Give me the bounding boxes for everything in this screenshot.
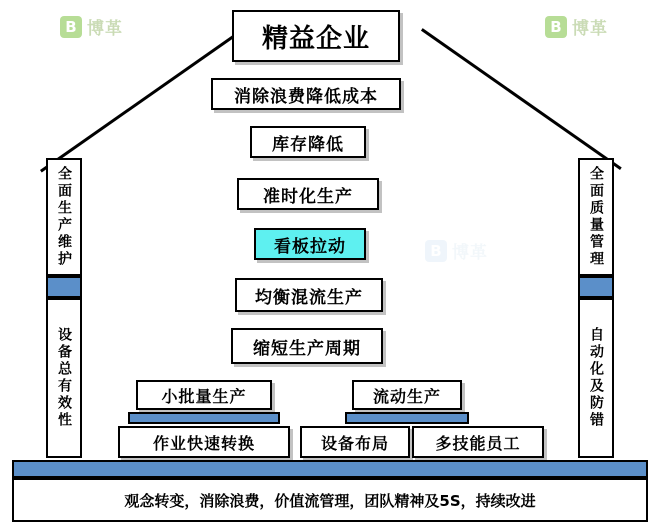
right-pillar-top-label: 全面质量管理: [588, 166, 604, 268]
watermark-text: 博革: [87, 19, 123, 39]
core-item-0: 均衡混流生产: [235, 278, 383, 312]
foundation-accent-bar: [12, 460, 648, 478]
left-pillar-top: [46, 158, 82, 276]
watermark-logo-center: [425, 238, 488, 263]
accent-bar-right-mid: [345, 412, 469, 424]
base-item-0: 作业快速转换: [118, 426, 290, 458]
watermark-mark: B: [425, 240, 447, 262]
accent-bar-left-mid: [128, 412, 280, 424]
roof-item-2: 准时化生产: [237, 178, 379, 210]
base-item-2: 多技能员工: [412, 426, 544, 458]
core-item-1: 缩短生产周期: [231, 328, 383, 364]
watermark-text: 博革: [452, 243, 488, 263]
watermark-text: 博革: [572, 19, 608, 39]
left-pillar-accent: [46, 276, 82, 298]
roof-item-1: 库存降低: [250, 126, 366, 158]
diagram-title: 精益企业: [232, 10, 400, 62]
base-item-1: 设备布局: [300, 426, 410, 458]
mid-item-0: 小批量生产: [136, 380, 272, 410]
watermark-logo-left: [60, 14, 123, 39]
left-pillar-bottom-label: 设备总有效性: [56, 327, 72, 429]
roof-item-0: 消除浪费降低成本: [211, 78, 401, 110]
right-pillar-top: [578, 158, 614, 276]
left-pillar-bottom: [46, 298, 82, 458]
right-pillar-bottom: [578, 298, 614, 458]
mid-item-1: 流动生产: [352, 380, 462, 410]
right-pillar-bottom-label: 自动化及防错: [588, 327, 604, 429]
right-pillar-accent: [578, 276, 614, 298]
left-pillar-top-label: 全面生产维护: [56, 166, 72, 268]
watermark-logo-right: [545, 14, 608, 39]
watermark-mark: B: [545, 16, 567, 38]
watermark-mark: B: [60, 16, 82, 38]
roof-line-right: [421, 28, 622, 170]
foundation-text: 观念转变，消除浪费，价值流管理，团队精神及5S，持续改进: [12, 478, 648, 522]
kanban-pull-highlight: 看板拉动: [254, 228, 366, 260]
